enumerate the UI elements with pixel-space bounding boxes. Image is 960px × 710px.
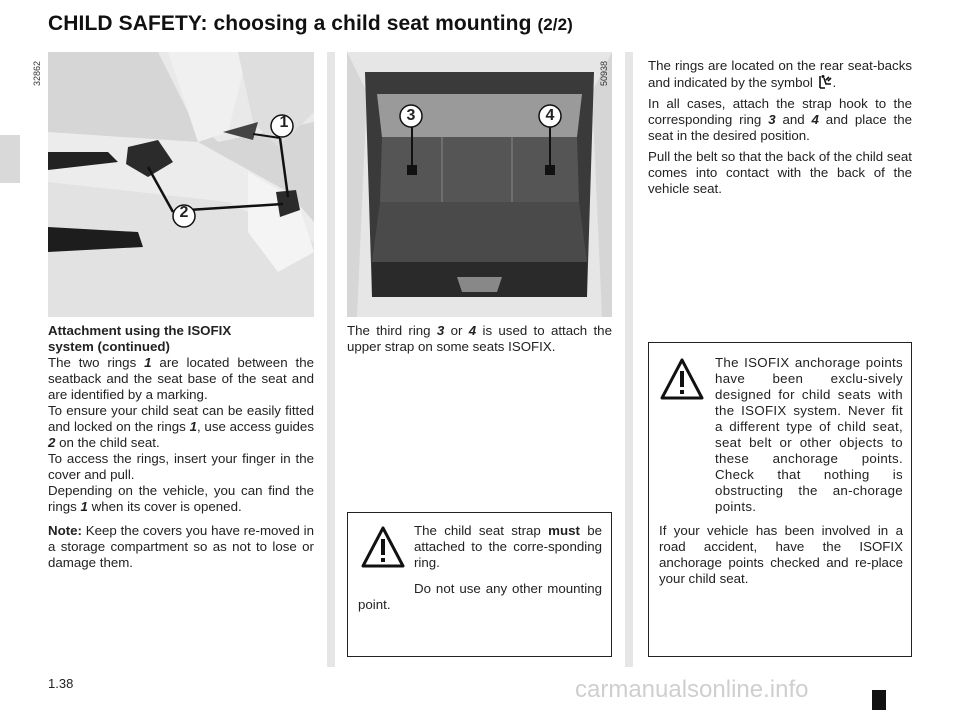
right-column-text xyxy=(648,58,912,197)
watermark: carmanualsonline.info xyxy=(575,676,809,703)
column-separator xyxy=(625,52,633,667)
column-separator xyxy=(327,52,335,667)
warning-triangle-icon xyxy=(360,525,406,569)
note: Note: Keep the covers you have re-moved in a storage compartment so as not to lose or damage them. xyxy=(48,523,314,570)
callout-1: 1 xyxy=(279,114,289,131)
callout-3: 3 xyxy=(406,107,416,124)
paragraph: To access the rings, insert your finger in the cover and pull. xyxy=(48,451,314,482)
paragraph: The rings are located on the rear seat-backs and indicated by the symbol . xyxy=(648,58,912,90)
corner-mark xyxy=(872,690,886,710)
image-code: 32862 xyxy=(32,60,42,86)
callout-4: 4 xyxy=(545,107,555,124)
warning-text: Do not use any other mounting point. xyxy=(358,581,602,612)
image-code: 50938 xyxy=(599,60,609,86)
paragraph: The third ring 3 or 4 is used to attach the upper strap on some seats ISOFIX. xyxy=(347,323,612,354)
left-column-text xyxy=(48,323,314,571)
section-tab xyxy=(0,135,20,183)
callout-2: 2 xyxy=(179,204,189,221)
trunk-rings-illustration xyxy=(347,52,612,317)
warning-box xyxy=(347,512,612,657)
page-title: CHILD SAFETY: choosing a child seat mounting (2/2) xyxy=(48,12,573,35)
warning-box xyxy=(648,342,912,657)
paragraph: Depending on the vehicle, you can find the rings 1 when its cover is opened. xyxy=(48,483,314,514)
middle-column-text xyxy=(347,323,612,355)
page-number: 1.38 xyxy=(48,676,74,691)
section-heading: Attachment using the ISOFIX system (continued) xyxy=(48,323,232,354)
isofix-seat-symbol-icon xyxy=(817,74,833,90)
warning-text: The ISOFIX anchorage points have been exclu-sively designed for child seats with the ISOFIX system. Never fit a different type of child seat, seat belt or other objects to these anchorage points. Check that nothing is obstructing the an-chorage points. If your vehicle has been involved in a road accident, have the ISOFIX anchorage points checked and re-place your child seat. xyxy=(659,355,903,586)
isofix-rings-illustration xyxy=(48,52,314,317)
paragraph: Pull the belt so that the back of the child seat comes into contact with the back of the vehicle seat. xyxy=(648,149,912,196)
paragraph: The two rings 1 are located between the seatback and the seat base of the seat and are identified by a marking. xyxy=(48,355,314,402)
paragraph: To ensure your child seat can be easily fitted and locked on the rings 1, use access guides 2 on the child seat. xyxy=(48,403,314,450)
paragraph: In all cases, attach the strap hook to the corresponding ring 3 and 4 and place the seat in the desired position. xyxy=(648,96,913,143)
warning-text: The child seat strap must be attached to the corre-sponding ring. xyxy=(414,523,602,570)
